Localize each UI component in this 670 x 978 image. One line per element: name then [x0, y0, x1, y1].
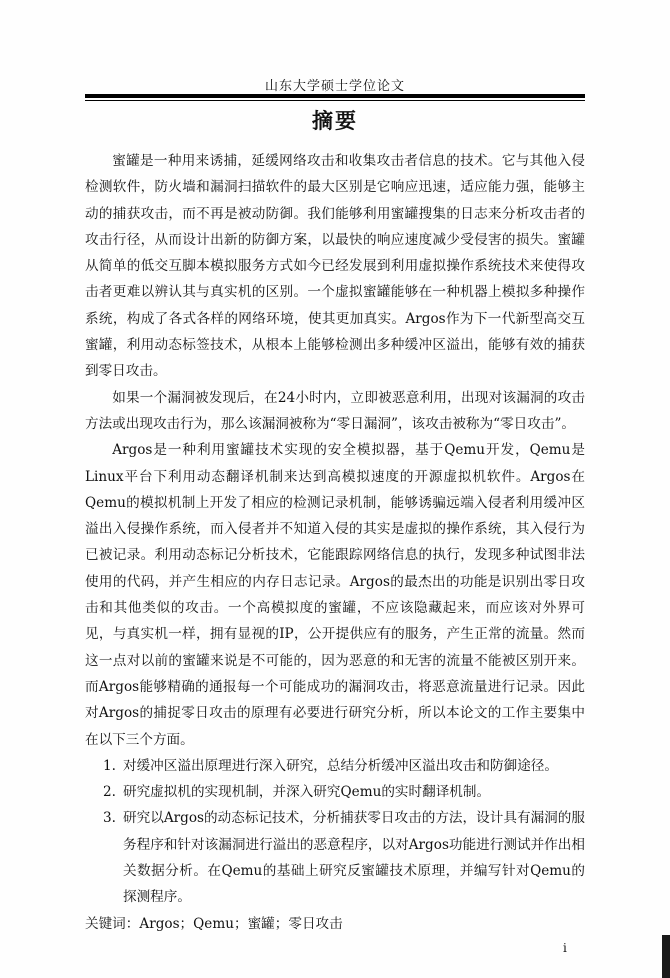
paragraph-1: 蜜罐是一种用来诱捕，延缓网络攻击和收集攻击者信息的技术。它与其他入侵检测软件，防火墙和漏洞扫描软件的最大区别是它响应迅速，适应能力强，能够主动的捕获攻击，而不再是被动防御。我们能够利用蜜罐搜集的日志来分析攻击者的攻击行径，从而设计出新的防御方案，以最快的响应速度减少受侵害的损失。蜜罐从简单的低交互脚本模拟服务方式如今已经发展到利用虚拟操作系统技术来使得攻击者更难以辨认其与真实机的区别。一个虚拟蜜罐能够在一种机器上模拟多种操作系统，构成了各式各样的网络环境，使其更加真实。Argos作为下一代新型高交互蜜罐，利用动态标签技术，从根本上能够检测出多种缓冲区溢出，能够有效的捕获到零日攻击。 — [85, 153, 585, 380]
header-rule-thick — [85, 94, 585, 98]
paragraph-3: Argos是一种利用蜜罐技术实现的安全模拟器，基于Qemu开发，Qemu是Linux平台下利用动态翻译机制来达到高模拟速度的开源虚拟机软件。Argos在Qemu的模拟机制上开发了相应的检测记录机制，能够诱骗远端入侵者利用缓冲区溢出入侵操作系统，而入侵者并不知道入侵的其实是虚拟的操作系统，其入侵行为已被记录。利用动态标记分析技术，它能跟踪网络信息的执行，发现多种试图非法使用的代码，并产生相应的内存日志记录。Argos的最杰出的功能是识别出零日攻击和其他类似的攻击。一个高模拟度的蜜罐，不应该隐藏起来，而应该对外界可见，与真实机一样，拥有显视的IP，公开提供应有的服务，产生正常的流量。然而这一点对以前的蜜罐来说是不可能的，因为恶意的和无害的流量不能被区别开来。而Argos能够精确的通报每一个可能成功的漏洞攻击，将恶意流量进行记录。因此对Argos的捕捉零日攻击的原理有必要进行研究分析，所以本论文的工作主要集中在以下三个方面。 — [85, 442, 585, 748]
list-item — [85, 753, 585, 779]
list-item-text: 研究以Argos的动态标记技术，分析捕获零日攻击的方法，设计具有漏洞的服务程序和针对该漏洞进行溢出的恶意程序，以对Argos功能进行测试并作出相关数据分析。在Qemu的基础上研究反蜜罐技术原理，并编写针对Qemu的探测程序。 — [123, 810, 585, 906]
abstract-title: 摘要 — [312, 109, 358, 133]
list-item-text: 对缓冲区溢出原理进行深入研究，总结分析缓冲区溢出攻击和防御途径。 — [123, 757, 558, 774]
scan-edge-bar — [662, 935, 670, 978]
abstract-body — [85, 148, 585, 937]
list-item-number: 2. — [103, 784, 116, 801]
list-item-number: 1. — [103, 757, 116, 774]
list-item — [85, 779, 585, 805]
keywords: 关键词：Argos；Qemu；蜜罐；零日攻击 — [85, 915, 343, 932]
running-header: 山东大学硕士学位论文 — [264, 79, 405, 94]
page-number: i — [563, 941, 567, 955]
list-item-text: 研究虚拟机的实现机制，并深入研究Qemu的实时翻译机制。 — [123, 784, 491, 801]
list-item-number: 3. — [103, 810, 116, 827]
paragraph-2: 如果一个漏洞被发现后，在24小时内，立即被恶意利用，出现对该漏洞的攻击方法或出现攻击行为，那么该漏洞被称为“零日漏洞”，该攻击被称为“零日攻击”。 — [85, 389, 585, 432]
list-item — [85, 805, 585, 910]
header-rule-thin — [85, 100, 585, 101]
research-list — [85, 753, 585, 911]
